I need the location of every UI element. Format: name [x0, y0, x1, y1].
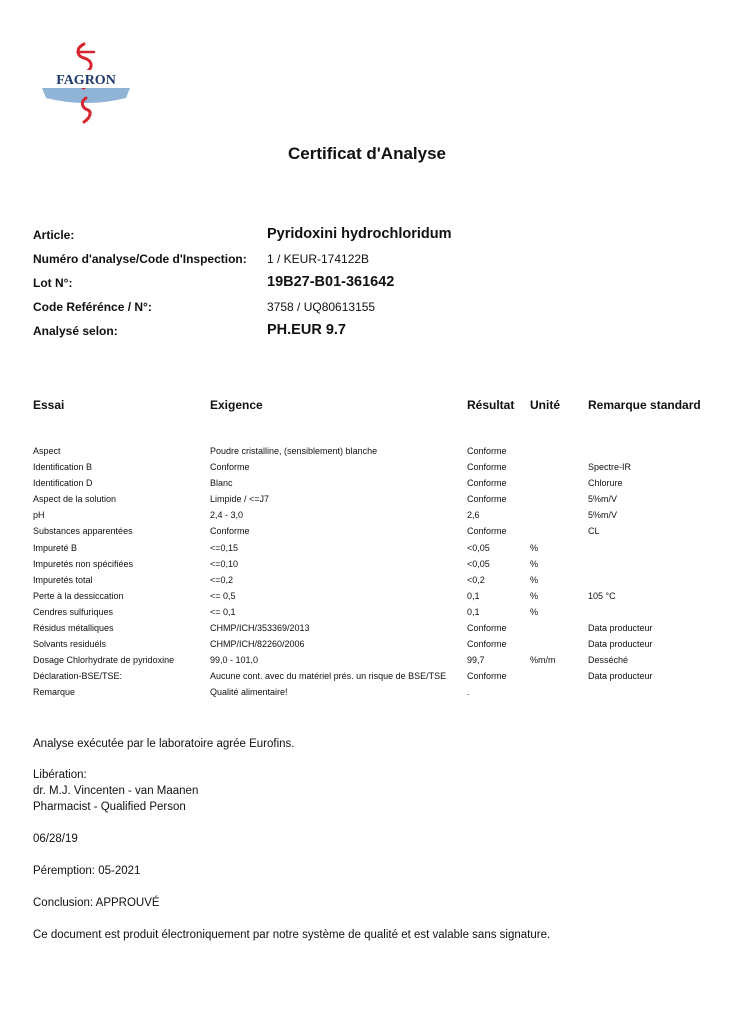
- info-value: Pyridoxini hydrochloridum: [267, 226, 452, 242]
- cell-essai: Identification D: [33, 478, 93, 489]
- cell-remarque: Desséché: [588, 655, 629, 666]
- info-label: Lot N°:: [33, 276, 73, 290]
- cell-essai: Déclaration-BSE/TSE:: [33, 671, 123, 682]
- cell-resultat: Conforme: [467, 494, 507, 505]
- info-label: Numéro d'analyse/Code d'Inspection:: [33, 252, 247, 266]
- cell-exigence: <= 0,5: [210, 590, 236, 601]
- table-row: [0, 591, 734, 607]
- info-label: Code Reférénce / N°:: [33, 300, 152, 314]
- cell-remarque: Chlorure: [588, 478, 623, 489]
- cell-remarque: Data producteur: [588, 639, 653, 650]
- signatory-role: Pharmacist - Qualified Person: [33, 801, 186, 813]
- liberation-label: Libération:: [33, 769, 87, 781]
- cell-essai: Impuretés total: [33, 574, 93, 585]
- info-value: PH.EUR 9.7: [267, 322, 346, 338]
- cell-resultat: Conforme: [467, 478, 507, 489]
- table-row: [0, 494, 734, 510]
- certificate-footer: [33, 736, 713, 943]
- table-row: [0, 655, 734, 671]
- cell-resultat: 0,1: [467, 606, 480, 617]
- cell-essai: Impuretés non spécifiées: [33, 558, 134, 569]
- cell-exigence: <=0,15: [210, 542, 239, 553]
- table-row: [0, 639, 734, 655]
- cell-exigence: <=0,2: [210, 574, 234, 585]
- results-table: [0, 446, 734, 704]
- info-value: 1 / KEUR-174122B: [267, 252, 370, 266]
- cell-resultat: 99,7: [467, 655, 485, 666]
- table-row: [0, 526, 734, 542]
- cell-unite: %m/m: [530, 655, 556, 666]
- cell-essai: Résidus métalliques: [33, 623, 114, 634]
- page-title: Certificat d'Analyse: [287, 144, 447, 163]
- cell-essai: pH: [33, 510, 45, 521]
- cell-essai: Substances apparentées: [33, 526, 133, 537]
- table-row: [0, 687, 734, 703]
- cell-unite: %: [530, 558, 539, 569]
- cell-essai: Solvants residuéls: [33, 639, 107, 650]
- cell-essai: Perte à la dessiccation: [33, 590, 124, 601]
- cell-remarque: Data producteur: [588, 671, 653, 682]
- cell-resultat: Conforme: [467, 639, 507, 650]
- table-row: [0, 478, 734, 494]
- table-row: [0, 607, 734, 623]
- cell-resultat: 0,1: [467, 590, 480, 601]
- column-header-resultat: Résultat: [467, 398, 515, 412]
- table-row: [0, 671, 734, 687]
- cell-exigence: Aucune cont. avec du matériel prés. un risque de BSE/TSE: [210, 671, 447, 682]
- table-row: [0, 543, 734, 559]
- lab-note: Analyse exécutée par le laboratoire agrée Eurofins.: [33, 738, 295, 750]
- cell-exigence: Conforme: [210, 462, 250, 473]
- disclaimer: Ce document est produit électroniquement par notre système de qualité et est valable sans signature.: [33, 929, 551, 941]
- table-row: [0, 623, 734, 639]
- cell-essai: Cendres sulfuriques: [33, 606, 114, 617]
- table-row: [0, 446, 734, 462]
- cell-exigence: <=0,10: [210, 558, 239, 569]
- cell-essai: Aspect: [33, 446, 61, 456]
- cell-exigence: CHMP/ICH/353369/2013: [210, 623, 310, 634]
- info-label: Analysé selon:: [33, 324, 118, 338]
- cell-resultat: <0,05: [467, 558, 490, 569]
- table-row: [0, 510, 734, 526]
- cell-exigence: 99,0 - 101,0: [210, 655, 259, 666]
- expiry-date: Péremption: 05-2021: [33, 865, 141, 877]
- conclusion: Conclusion: APPROUVÉ: [33, 897, 160, 909]
- cell-exigence: Poudre cristalline, (sensiblement) blanche: [210, 446, 378, 456]
- cell-unite: %: [530, 542, 539, 553]
- cell-resultat: 2,6: [467, 510, 480, 521]
- column-header-exigence: Exigence: [210, 398, 263, 412]
- cell-exigence: CHMP/ICH/82260/2006: [210, 639, 305, 650]
- info-label: Article:: [33, 228, 75, 242]
- cell-exigence: <= 0,1: [210, 606, 236, 617]
- cell-unite: %: [530, 574, 539, 585]
- cell-resultat: .: [467, 687, 470, 698]
- table-row: [0, 575, 734, 591]
- cell-resultat: Conforme: [467, 623, 507, 634]
- column-header-essai: Essai: [33, 398, 65, 412]
- column-header-unite: Unité: [530, 398, 560, 412]
- cell-unite: %: [530, 606, 539, 617]
- cell-essai: Aspect de la solution: [33, 494, 117, 505]
- cell-exigence: 2,4 - 3,0: [210, 510, 244, 521]
- column-header-remarque: Remarque standard: [588, 398, 701, 412]
- info-value: 19B27-B01-361642: [267, 274, 395, 290]
- cell-remarque: 5%m/V: [588, 510, 618, 521]
- table-row: [0, 462, 734, 478]
- cell-remarque: 5%m/V: [588, 494, 618, 505]
- cell-remarque: 105 °C: [588, 590, 616, 601]
- cell-remarque: Spectre-IR: [588, 462, 632, 473]
- info-value: 3758 / UQ80613155: [267, 300, 376, 314]
- logo-text: FAGRON: [56, 73, 116, 88]
- cell-resultat: <0,2: [467, 574, 485, 585]
- fagron-logo: [40, 42, 132, 124]
- cell-exigence: Conforme: [210, 526, 250, 537]
- fagron-logo-graphic: [40, 42, 132, 124]
- signatory-name: dr. M.J. Vincenten - van Maanen: [33, 785, 199, 797]
- cell-resultat: Conforme: [467, 462, 507, 473]
- cell-remarque: Data producteur: [588, 623, 653, 634]
- cell-essai: Remarque: [33, 687, 76, 698]
- cell-essai: Impureté B: [33, 542, 78, 553]
- cell-essai: Dosage Chlorhydrate de pyridoxine: [33, 655, 175, 666]
- cell-resultat: Conforme: [467, 671, 507, 682]
- table-row: [0, 559, 734, 575]
- release-date: 06/28/19: [33, 833, 78, 845]
- logo-blue-band: [42, 88, 130, 103]
- cell-exigence: Limpide / <=J7: [210, 494, 270, 505]
- cell-resultat: <0,05: [467, 542, 490, 553]
- cell-exigence: Qualité alimentaire!: [210, 687, 288, 698]
- cell-unite: %: [530, 590, 539, 601]
- cell-essai: Identification B: [33, 462, 93, 473]
- cell-resultat: Conforme: [467, 526, 507, 537]
- cell-resultat: Conforme: [467, 446, 507, 456]
- cell-exigence: Blanc: [210, 478, 233, 489]
- cell-remarque: CL: [588, 526, 600, 537]
